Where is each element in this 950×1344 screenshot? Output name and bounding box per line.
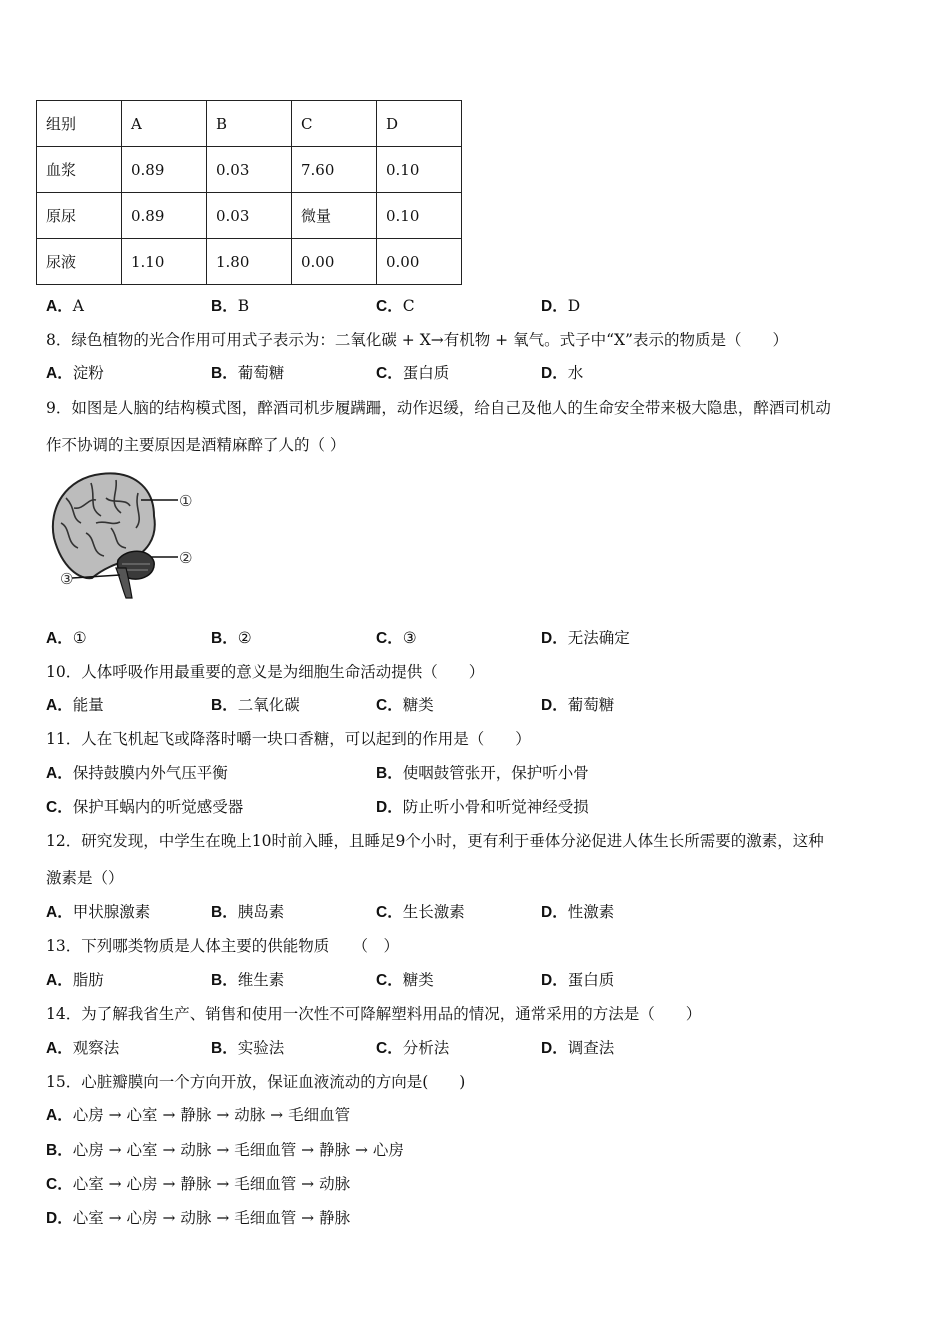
q10-option-b[interactable]: B．二氧化碳 (211, 696, 300, 714)
q15-option-d[interactable]: D．心室 → 心房 → 动脉 → 毛细血管 → 静脉 (46, 1209, 351, 1227)
table-cell: 0.10 (377, 147, 462, 193)
table-cell: 血浆 (37, 147, 122, 193)
q8-option-a[interactable]: A．淀粉 (46, 364, 104, 382)
q14-option-c[interactable]: C．分析法 (376, 1039, 450, 1057)
q15-option-a[interactable]: A．心房 → 心室 → 静脉 → 动脉 → 毛细血管 (46, 1106, 351, 1124)
table-cell: 原尿 (37, 193, 122, 239)
table-row (37, 147, 462, 193)
data-table (36, 100, 462, 285)
q10-stem: 10．人体呼吸作用最重要的意义是为细胞生命活动提供（ ） (46, 663, 485, 681)
table-cell: 0.03 (207, 193, 292, 239)
q8-option-d[interactable]: D．水 (541, 364, 584, 382)
table-cell: A (122, 101, 207, 147)
q15-option-b[interactable]: B．心房 → 心室 → 动脉 → 毛细血管 → 静脉 → 心房 (46, 1141, 404, 1159)
q15-stem: 15．心脏瓣膜向一个方向开放，保证血液流动的方向是( ) (46, 1073, 466, 1091)
table-cell: 1.80 (207, 239, 292, 285)
q11-option-b[interactable]: B．使咽鼓管张开，保护听小骨 (376, 764, 589, 782)
figure-label-2: ② (179, 549, 193, 567)
q14-option-d[interactable]: D．调查法 (541, 1039, 615, 1057)
figure-label-3: ③ (60, 570, 74, 588)
q13-option-a[interactable]: A．脂肪 (46, 971, 104, 989)
q7-option-d[interactable]: D．D (541, 297, 581, 315)
brain-diagram-icon (46, 468, 206, 600)
q14-option-b[interactable]: B．实验法 (211, 1039, 285, 1057)
q11-stem: 11．人在飞机起飞或降落时嚼一块口香糖，可以起到的作用是（ ） (46, 730, 531, 748)
q8-option-c[interactable]: C．蛋白质 (376, 364, 450, 382)
table-row (37, 239, 462, 285)
q12-stem-line2: 激素是（） (46, 869, 124, 887)
q10-option-d[interactable]: D．葡萄糖 (541, 696, 615, 714)
q10-option-c[interactable]: C．糖类 (376, 696, 434, 714)
q14-option-a[interactable]: A．观察法 (46, 1039, 120, 1057)
q11-option-d[interactable]: D．防止听小骨和听觉神经受损 (376, 798, 589, 816)
q13-stem: 13．下列哪类物质是人体主要的供能物质 （ ） (46, 937, 399, 955)
table-cell: 尿液 (37, 239, 122, 285)
q7-option-c[interactable]: C．C (376, 297, 415, 315)
q13-option-b[interactable]: B．维生素 (211, 971, 285, 989)
q8-stem: 8．绿色植物的光合作用可用式子表示为：二氧化碳 + X→有机物 + 氧气。式子中“X”表示的物质是（ ） (46, 331, 788, 349)
q9-option-b[interactable]: B．② (211, 629, 252, 647)
table-cell: C (292, 101, 377, 147)
q12-stem-line1: 12．研究发现，中学生在晚上10时前入睡，且睡足9个小时，更有利于垂体分泌促进人体生长所需要的激素，这种 (46, 832, 824, 850)
brain-figure (46, 468, 206, 604)
q13-option-d[interactable]: D．蛋白质 (541, 971, 615, 989)
table-header-row (37, 101, 462, 147)
table-cell: 微量 (292, 193, 377, 239)
q7-option-b[interactable]: B．B (211, 297, 250, 315)
q8-option-b[interactable]: B．葡萄糖 (211, 364, 285, 382)
q11-option-c[interactable]: C．保护耳蜗内的听觉感受器 (46, 798, 244, 816)
q9-option-c[interactable]: C．③ (376, 629, 417, 647)
q11-option-a[interactable]: A．保持鼓膜内外气压平衡 (46, 764, 228, 782)
q12-option-b[interactable]: B．胰岛素 (211, 903, 285, 921)
q9-stem-line2: 作不协调的主要原因是酒精麻醉了人的（ ） (46, 436, 346, 454)
figure-label-1: ① (179, 492, 193, 510)
q12-option-a[interactable]: A．甲状腺激素 (46, 903, 151, 921)
table-cell: 0.03 (207, 147, 292, 193)
q15-option-c[interactable]: C．心室 → 心房 → 静脉 → 毛细血管 → 动脉 (46, 1175, 351, 1193)
table-cell: B (207, 101, 292, 147)
table-cell: D (377, 101, 462, 147)
table-cell: 1.10 (122, 239, 207, 285)
q12-option-c[interactable]: C．生长激素 (376, 903, 465, 921)
table-row (37, 193, 462, 239)
table-cell: 组别 (37, 101, 122, 147)
q14-stem: 14．为了解我省生产、销售和使用一次性不可降解塑料用品的情况，通常采用的方法是（ ） (46, 1005, 702, 1023)
q9-option-a[interactable]: A．① (46, 629, 87, 647)
q10-option-a[interactable]: A．能量 (46, 696, 104, 714)
q9-option-d[interactable]: D．无法确定 (541, 629, 630, 647)
table-cell: 0.00 (377, 239, 462, 285)
q9-stem-line1: 9．如图是人脑的结构模式图，醉酒司机步履蹒跚，动作迟缓，给自己及他人的生命安全带来极大隐患，醉酒司机动 (46, 399, 831, 417)
q12-option-d[interactable]: D．性激素 (541, 903, 615, 921)
table-cell: 0.89 (122, 193, 207, 239)
table-cell: 7.60 (292, 147, 377, 193)
q13-option-c[interactable]: C．糖类 (376, 971, 434, 989)
table-cell: 0.89 (122, 147, 207, 193)
table-cell: 0.00 (292, 239, 377, 285)
table-cell: 0.10 (377, 193, 462, 239)
q7-option-a[interactable]: A．A (46, 297, 84, 315)
